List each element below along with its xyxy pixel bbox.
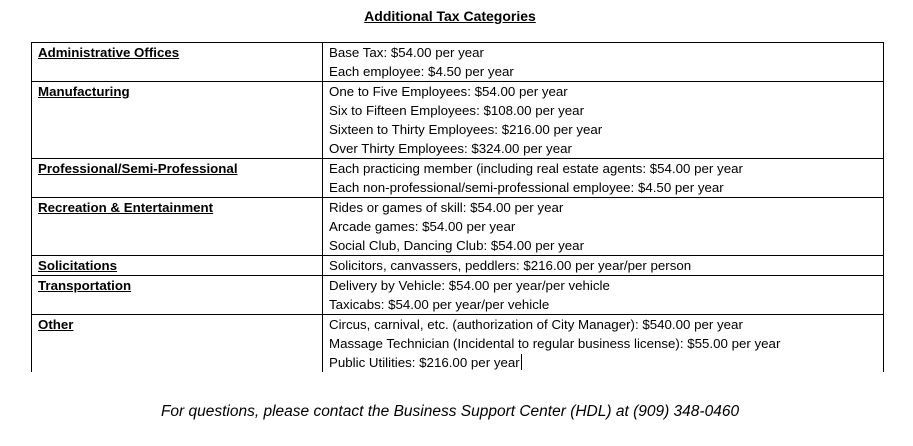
table-row xyxy=(32,256,884,276)
rate-line: Arcade games: $54.00 per year xyxy=(329,219,516,234)
contact-footer: For questions, please contact the Business Support Center (HDL) at (909) 348-0460 xyxy=(160,403,740,420)
rate-line: Social Club, Dancing Club: $54.00 per year xyxy=(329,238,585,253)
category-rates xyxy=(323,276,884,315)
table-row xyxy=(32,198,884,256)
category-rates xyxy=(323,82,884,159)
rate-line: Over Thirty Employees: $324.00 per year xyxy=(329,141,572,156)
rate-line-last xyxy=(329,353,883,372)
category-rates xyxy=(323,159,884,198)
page-title: Additional Tax Categories xyxy=(364,8,536,24)
rate-line: Each non-professional/semi-professional employee: $4.50 per year xyxy=(329,180,724,195)
rate-line: Rides or games of skill: $54.00 per year xyxy=(329,200,564,215)
category-rates xyxy=(323,198,884,256)
rate-line: Massage Technician (Incidental to regular business license): $55.00 per year xyxy=(329,336,781,351)
rate-line: One to Five Employees: $54.00 per year xyxy=(329,84,568,99)
category-name: Manufacturing xyxy=(32,82,323,159)
rate-line: Each employee: $4.50 per year xyxy=(329,64,514,79)
table-row xyxy=(32,315,884,373)
text-cursor xyxy=(521,354,522,370)
category-name: Professional/Semi-Professional xyxy=(32,159,323,198)
table-row xyxy=(32,82,884,159)
rate-line: Delivery by Vehicle: $54.00 per year/per vehicle xyxy=(329,278,610,293)
category-name: Solicitations xyxy=(32,256,323,276)
rate-line: Six to Fifteen Employees: $108.00 per year xyxy=(329,103,584,118)
rate-line: Solicitors, canvassers, peddlers: $216.00 per year/per person xyxy=(329,258,692,273)
category-rates xyxy=(323,256,884,276)
rate-line: Each practicing member (including real estate agents: $54.00 per year xyxy=(329,161,743,176)
tax-categories-table xyxy=(31,42,884,372)
category-name: Administrative Offices xyxy=(32,43,323,82)
rate-line: Taxicabs: $54.00 per year/per vehicle xyxy=(329,297,550,312)
table-row xyxy=(32,159,884,198)
rate-line: Base Tax: $54.00 per year xyxy=(329,45,484,60)
rate-line: Circus, carnival, etc. (authorization of City Manager): $540.00 per year xyxy=(329,317,743,332)
rate-line: Sixteen to Thirty Employees: $216.00 per year xyxy=(329,122,603,137)
category-name: Other xyxy=(32,315,323,373)
category-name: Recreation & Entertainment xyxy=(32,198,323,256)
category-rates xyxy=(323,43,884,82)
category-rates[interactable] xyxy=(323,315,884,373)
table-row xyxy=(32,276,884,315)
rate-line-text: Public Utilities: $216.00 per year xyxy=(329,355,520,370)
category-name: Transportation xyxy=(32,276,323,315)
table-row xyxy=(32,43,884,82)
